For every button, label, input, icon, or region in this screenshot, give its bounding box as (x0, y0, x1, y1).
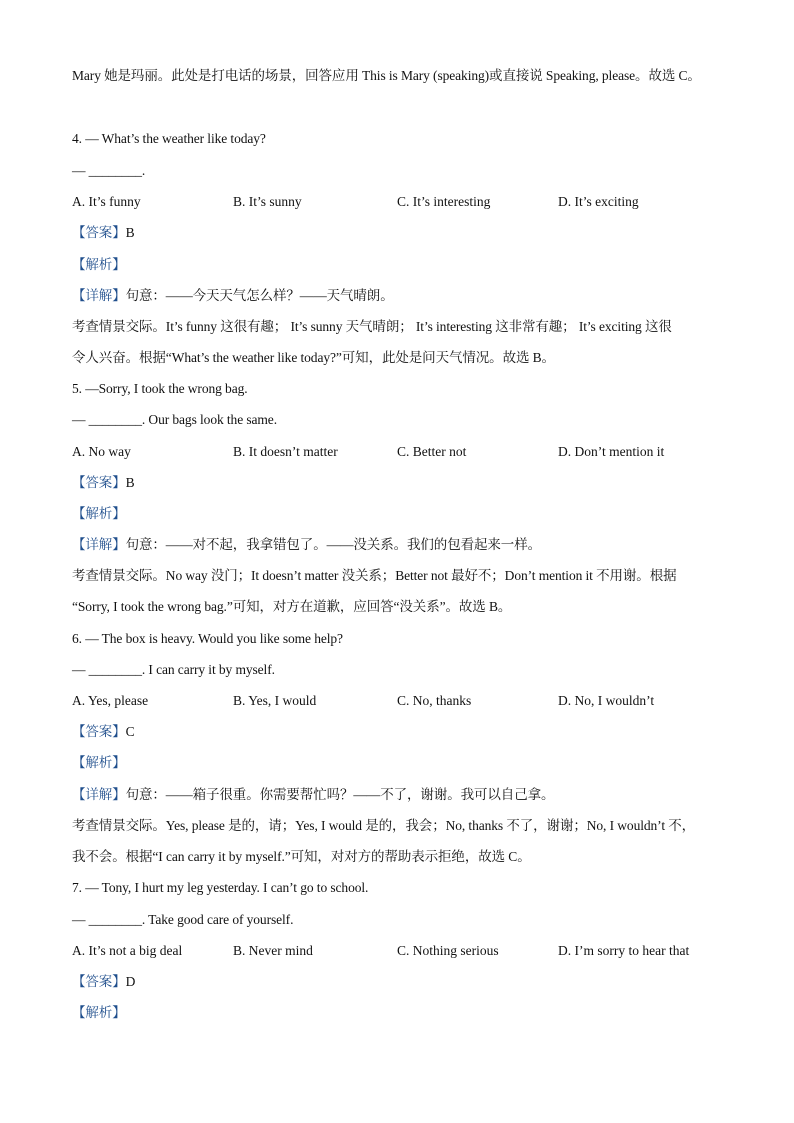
question-6-blank: — ________. I can carry it by myself. (72, 662, 275, 677)
answer-value: C (125, 724, 135, 739)
question-6-option-c: C. No, thanks (397, 693, 472, 708)
detail-text: 句意：——箱子很重。你需要帮忙吗？——不了，谢谢。我可以自己拿。 (125, 787, 555, 802)
question-6-explanation-line-1: 考查情景交际。Yes, please 是的，请；Yes, I would 是的，我会；No, thanks 不了，谢谢；No, I wouldn’t 不， (72, 818, 696, 833)
question-5-stem: 5. —Sorry, I took the wrong bag. (72, 381, 248, 396)
question-4-explanation-line-1: 考查情景交际。It’s funny 这很有趣； It’s sunny 天气晴朗； It’s interesting 这非常有趣； It’s exciting 这很 (72, 319, 672, 334)
question-5-analysis-tag: 【解析】 (72, 506, 126, 521)
question-7-option-a: A. It’s not a big deal (72, 943, 183, 958)
question-5-option-d: D. Don’t mention it (558, 444, 665, 459)
question-4-stem: 4. — What’s the weather like today? (72, 131, 266, 146)
question-7-option-c: C. Nothing serious (397, 943, 499, 958)
answer-value: B (125, 475, 135, 490)
detail-text: 句意：——对不起，我拿错包了。——没关系。我们的包看起来一样。 (125, 537, 542, 552)
answer-value: B (125, 225, 135, 240)
detail-tag: 【详解】 (72, 787, 126, 802)
question-5-option-c: C. Better not (397, 444, 467, 459)
question-6-option-b: B. Yes, I would (233, 693, 317, 708)
question-5-blank: — ________. Our bags look the same. (72, 412, 277, 427)
question-5-explanation-line-1: 考查情景交际。No way 没门；It doesn’t matter 没关系；Better not 最好不；Don’t mention it 不用谢。根据 (72, 568, 677, 583)
intro-text: Mary 她是玛丽。此处是打电话的场景，回答应用 This is Mary (speaking)或直接说 Speaking, please。故选 C。 (72, 68, 701, 83)
question-4-explanation-line-2: 令人兴奋。根据“What’s the weather like today?”可知，此处是问天气情况。故选 B。 (72, 350, 555, 365)
question-6-answer (72, 723, 135, 741)
question-7-blank: — ________. Take good care of yourself. (72, 912, 294, 927)
question-4-analysis-tag: 【解析】 (72, 257, 126, 272)
detail-tag: 【详解】 (72, 537, 126, 552)
question-4-option-c: C. It’s interesting (397, 194, 491, 209)
question-6-explanation-line-2: 我不会。根据“I can carry it by myself.”可知，对对方的帮助表示拒绝，故选 C。 (72, 849, 531, 864)
question-4-answer (72, 224, 135, 242)
question-4-detail (72, 287, 394, 305)
detail-tag: 【详解】 (72, 288, 126, 303)
question-6-option-a: A. Yes, please (72, 693, 149, 708)
detail-text: 句意：——今天天气怎么样？——天气晴朗。 (125, 288, 394, 303)
question-5-option-b: B. It doesn’t matter (233, 444, 338, 459)
question-7-option-d: D. I’m sorry to hear that (558, 943, 690, 958)
question-5-option-a: A. No way (72, 444, 131, 459)
question-6-option-d: D. No, I wouldn’t (558, 693, 655, 708)
answer-tag: 【答案】 (72, 974, 126, 989)
question-6-detail (72, 786, 554, 804)
question-6-analysis-tag: 【解析】 (72, 755, 126, 770)
question-7-analysis-tag: 【解析】 (72, 1005, 126, 1020)
question-7-answer (72, 973, 135, 991)
question-4-blank: — ________. (72, 163, 146, 178)
question-4-option-a: A. It’s funny (72, 194, 141, 209)
question-5-detail (72, 536, 541, 554)
answer-tag: 【答案】 (72, 225, 126, 240)
answer-tag: 【答案】 (72, 724, 126, 739)
question-4-option-d: D. It’s exciting (558, 194, 639, 209)
question-6-stem: 6. — The box is heavy. Would you like some help? (72, 631, 343, 646)
answer-value: D (125, 974, 136, 989)
question-4-option-b: B. It’s sunny (233, 194, 302, 209)
question-7-stem: 7. — Tony, I hurt my leg yesterday. I can’t go to school. (72, 880, 369, 895)
question-5-answer (72, 474, 135, 492)
answer-tag: 【答案】 (72, 475, 126, 490)
question-7-option-b: B. Never mind (233, 943, 313, 958)
question-5-explanation-line-2: “Sorry, I took the wrong bag.”可知，对方在道歉，应回答“没关系”。故选 B。 (72, 599, 512, 614)
